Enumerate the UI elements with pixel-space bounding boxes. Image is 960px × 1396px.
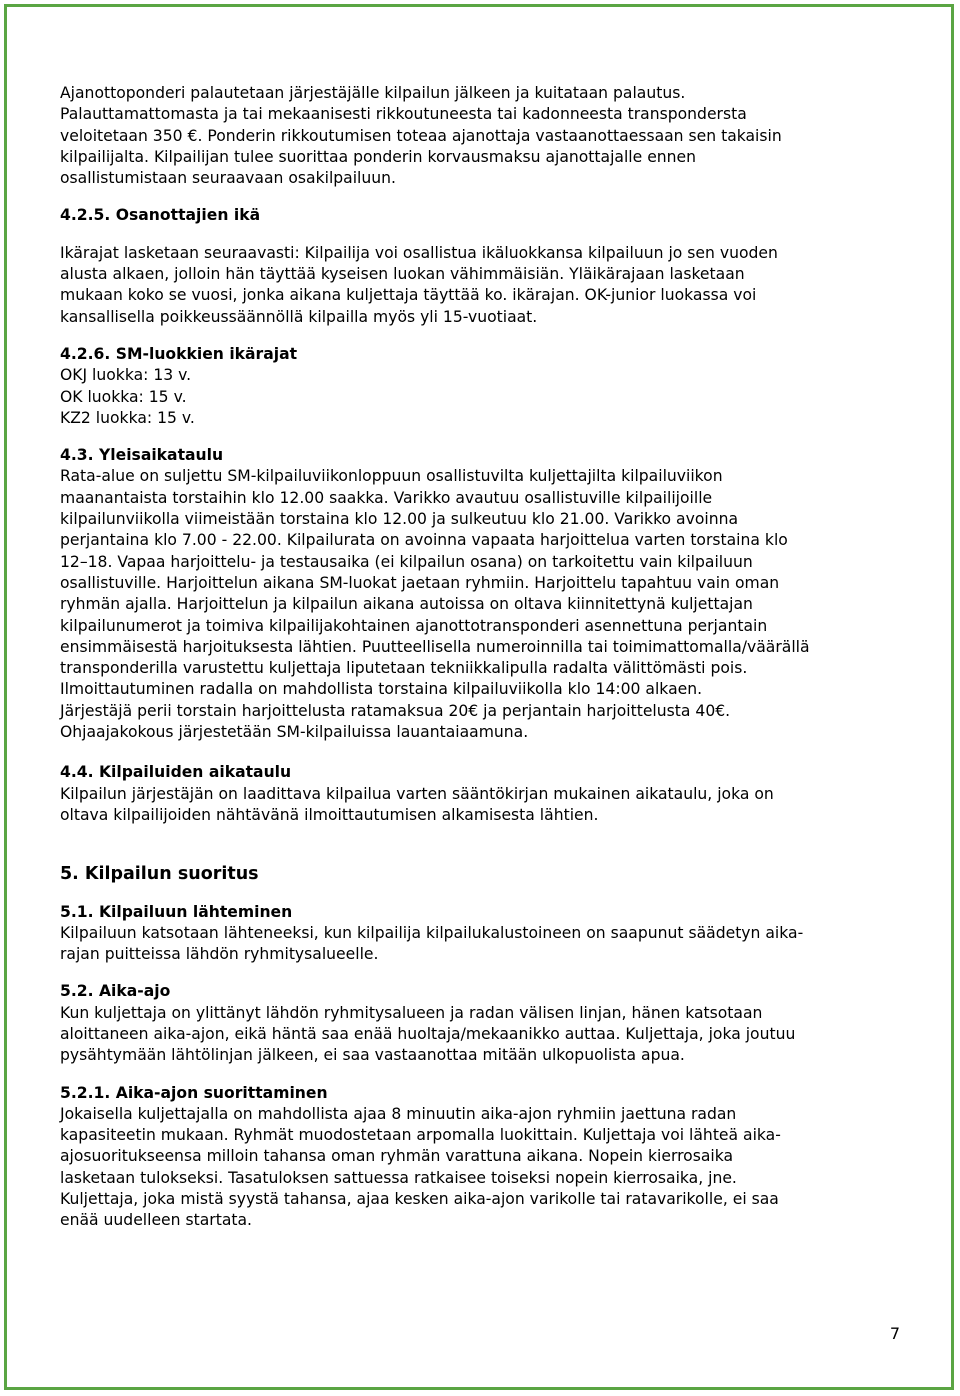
- text-line: Ikärajat lasketaan seuraavasti: Kilpailija voi osallistua ikäluokkansa kilpailuun jo sen vuoden: [60, 243, 778, 262]
- section-heading-5-2-1: 5.2.1. Aika-ajon suorittaminen: [60, 1083, 328, 1102]
- document-body: [60, 83, 910, 1232]
- section-body-5-1: [60, 923, 910, 966]
- text-line: Ohjaajakokous järjestetään SM-kilpailuissa lauantaiaamuna.: [60, 723, 529, 742]
- text-line: veloitetaan 350 €. Ponderin rikkoutumisen toteaa ajanottaja vastaanottaessaan sen takaisin: [60, 126, 782, 145]
- text-line: Kun kuljettaja on ylittänyt lähdön ryhmitysalueen ja radan välisen linjan, hänen katsotaan: [60, 1003, 763, 1022]
- section-body-5-2: [60, 1003, 910, 1067]
- section-body-4-2-5: [60, 243, 910, 328]
- text-line: Kilpailuun katsotaan lähteneeksi, kun kilpailija kilpailukalustoineen on saapunut säädetyn aika-: [60, 923, 804, 942]
- text-line: mukaan koko se vuosi, jonka aikana kuljettaja täyttää ko. ikärajan. OK-junior luokassa voi: [60, 286, 757, 305]
- section-heading-4-2-6: 4.2.6. SM-luokkien ikärajat: [60, 344, 298, 363]
- text-line: osallistumistaan seuraavaan osakilpailuun.: [60, 169, 396, 188]
- text-line: 12–18. Vapaa harjoittelu- ja testausaika (ei kilpailun osana) on tarkoitettu vain kilpailuun: [60, 552, 753, 571]
- text-line: kilpailijalta. Kilpailijan tulee suorittaa ponderin korvausmaksu ajanottajalle ennen: [60, 147, 697, 166]
- text-line: ryhmän ajalla. Harjoittelun ja kilpailun aikana autoissa on oltava kiinnitettynä kuljettajan: [60, 595, 753, 614]
- text-line: kapasiteetin mukaan. Ryhmät muodostetaan arpomalla luokittain. Kuljettaja voi lähteä aika-: [60, 1126, 781, 1145]
- intro-paragraph: [60, 83, 910, 189]
- section-heading-4-2-5: 4.2.5. Osanottajien ikä: [60, 206, 261, 225]
- section-body-4-4: [60, 784, 910, 827]
- text-line: KZ2 luokka: 15 v.: [60, 408, 195, 427]
- text-line: Kuljettaja, joka mistä syystä tahansa, ajaa kesken aika-ajon varikolle tai ratavarikolle, ei saa: [60, 1190, 779, 1209]
- text-line: Palauttamattomasta ja tai mekaanisesti rikkoutuneesta tai kadonneesta transpondersta: [60, 105, 747, 124]
- page-number: 7: [889, 1324, 900, 1343]
- text-line: rajan puitteissa lähdön ryhmitysalueelle.: [60, 945, 379, 964]
- text-line: maanantaista torstaihin klo 12.00 saakka. Varikko avautuu osallistuville kilpailijoille: [60, 488, 713, 507]
- text-line: perjantaina klo 7.00 - 22.00. Kilpailurata on avoinna vapaata harjoittelua varten torstaina klo: [60, 531, 788, 550]
- text-line: ensimmäisestä harjoituksesta lähtien. Puutteellisella numeroinnilla tai toimimattomalla/väärällä: [60, 637, 810, 656]
- text-line: enää uudelleen startata.: [60, 1211, 252, 1230]
- text-line: kansallisella poikkeussäännöllä kilpailla myös yli 15-vuotiaat.: [60, 307, 538, 326]
- section-heading-4-4: 4.4. Kilpailuiden aikataulu: [60, 763, 292, 782]
- text-line: Järjestäjä perii torstain harjoittelusta ratamaksua 20€ ja perjantain harjoittelusta 40€.: [60, 701, 731, 720]
- text-line: Rata-alue on suljettu SM-kilpailuviikonloppuun osallistuvilta kuljettajilta kilpailuviikon: [60, 467, 723, 486]
- section-body-5-2-1: [60, 1104, 910, 1232]
- text-line: transponderilla varustettu kuljettaja liputetaan tekniikkalipulla radalta välittömästi pois.: [60, 659, 748, 678]
- section-heading-4-3: 4.3. Yleisaikataulu: [60, 446, 224, 465]
- text-line: pysähtymään lähtölinjan jälkeen, ei saa vastaanottaa mitään ulkopuolista apua.: [60, 1046, 685, 1065]
- text-line: kilpailunviikolla viimeistään torstaina klo 12.00 ja sulkeutuu klo 21.00. Varikko avoinna: [60, 510, 739, 529]
- text-line: Kilpailun järjestäjän on laadittava kilpailua varten sääntökirjan mukainen aikataulu, joka on: [60, 784, 774, 803]
- text-line: Ilmoittautuminen radalla on mahdollista torstaina kilpailuviikolla klo 14:00 alkaen.: [60, 680, 703, 699]
- text-line: osallistuville. Harjoittelun aikana SM-luokat jaetaan ryhmiin. Harjoittelu tapahtuu vain oman: [60, 573, 780, 592]
- text-line: Jokaisella kuljettajalla on mahdollista ajaa 8 minuutin aika-ajon ryhmiin jaettuna radan: [60, 1104, 737, 1123]
- text-line: kilpailunumerot ja toimiva kilpailijakohtainen ajanottotransponderi asennettuna perjantain: [60, 616, 768, 635]
- chapter-heading-5: 5. Kilpailun suoritus: [60, 864, 259, 885]
- section-heading-5-2: 5.2. Aika-ajo: [60, 982, 171, 1001]
- section-heading-5-1: 5.1. Kilpailuun lähteminen: [60, 902, 293, 921]
- section-body-4-3: [60, 466, 910, 743]
- text-line: lasketaan tulokseksi. Tasatuloksen sattuessa ratkaisee toiseksi nopein kierrosaika, jne.: [60, 1168, 737, 1187]
- text-line: oltava kilpailijoiden nähtävänä ilmoittautumisen alkamisesta lähtien.: [60, 805, 599, 824]
- text-line: ajosuoritukseensa milloin tahansa oman ryhmän varattuna aikana. Nopein kierrosaika: [60, 1147, 734, 1166]
- section-body-4-2-6: [60, 365, 910, 429]
- text-line: aloittaneen aika-ajon, eikä häntä saa enää huoltaja/mekaanikko auttaa. Kuljettaja, joka joutuu: [60, 1024, 796, 1043]
- text-line: Ajanottoponderi palautetaan järjestäjälle kilpailun jälkeen ja kuitataan palautus.: [60, 84, 686, 102]
- text-line: OK luokka: 15 v.: [60, 387, 187, 406]
- text-line: OKJ luokka: 13 v.: [60, 366, 192, 385]
- text-line: alusta alkaen, jolloin hän täyttää kyseisen luokan vähimmäisiän. Yläikärajaan lasketaan: [60, 265, 745, 284]
